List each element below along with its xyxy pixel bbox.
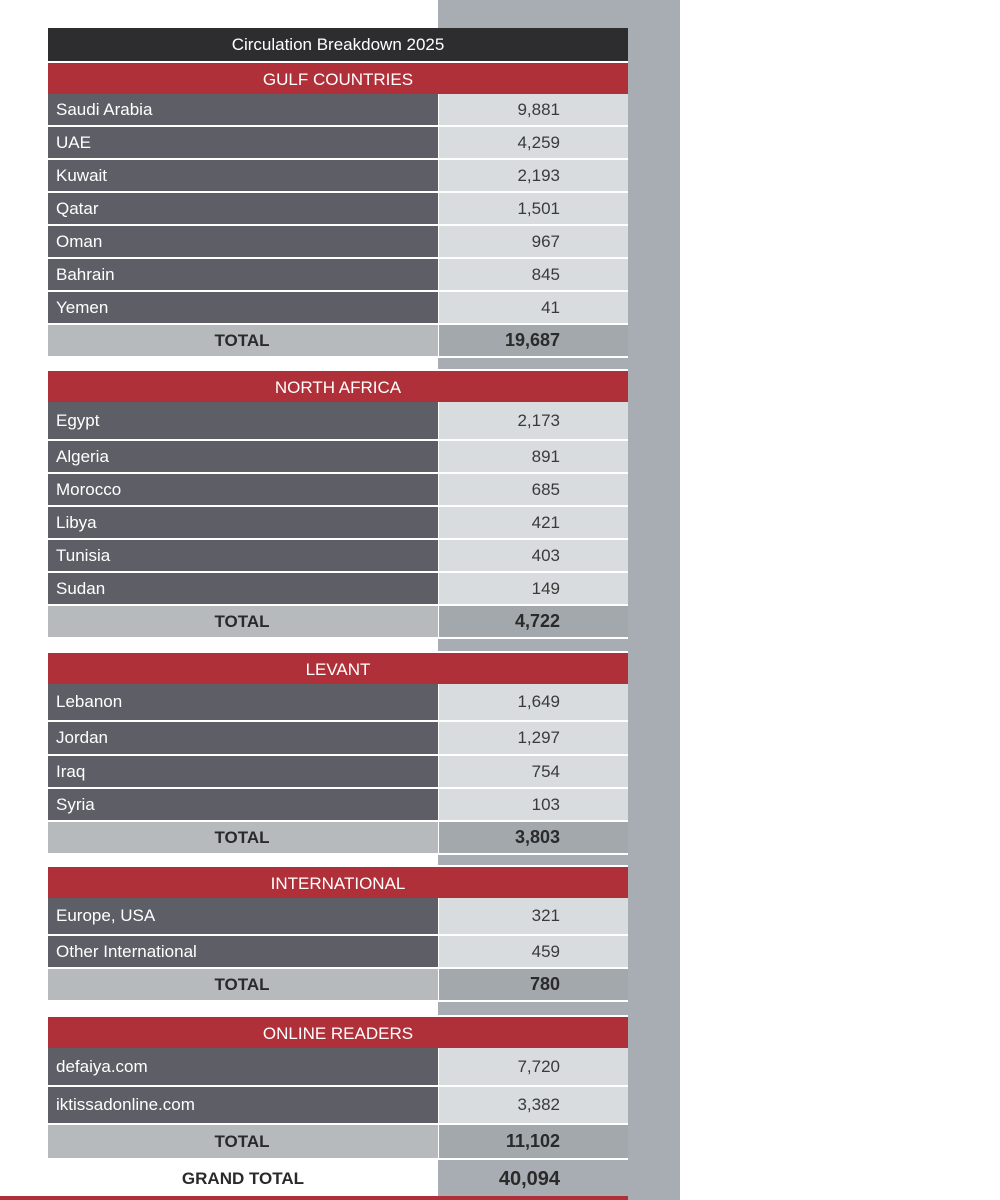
row-country-name: Bahrain [48, 259, 438, 292]
row-country-name: Qatar [48, 193, 438, 226]
table-row [48, 1048, 628, 1087]
total-value: 11,102 [438, 1125, 628, 1160]
grand-total-label: GRAND TOTAL [48, 1161, 438, 1197]
section-heading-online-readers: ONLINE READERS [48, 1015, 628, 1048]
bottom-red-rule [0, 1196, 628, 1200]
row-value: 754 [438, 756, 628, 789]
row-website-name: defaiya.com [48, 1048, 438, 1087]
table-row [48, 94, 628, 127]
row-value: 421 [438, 507, 628, 540]
table-row [48, 402, 628, 441]
table-row [48, 160, 628, 193]
grand-total-row [48, 1161, 628, 1197]
row-value: 685 [438, 474, 628, 507]
row-country-name: Lebanon [48, 684, 438, 722]
table-row [48, 789, 628, 822]
total-label: TOTAL [48, 606, 438, 639]
row-country-name: Yemen [48, 292, 438, 325]
row-country-name: Iraq [48, 756, 438, 789]
table-title: Circulation Breakdown 2025 [48, 28, 628, 61]
table-row [48, 441, 628, 474]
row-value: 1,501 [438, 193, 628, 226]
row-country-name: Syria [48, 789, 438, 822]
grand-total-value: 40,094 [438, 1161, 628, 1197]
row-country-name: Jordan [48, 722, 438, 756]
section-heading-levant: LEVANT [48, 651, 628, 684]
row-value: 7,720 [438, 1048, 628, 1087]
total-label: TOTAL [48, 969, 438, 1002]
row-country-name: Morocco [48, 474, 438, 507]
row-value: 967 [438, 226, 628, 259]
row-value: 891 [438, 441, 628, 474]
row-value: 403 [438, 540, 628, 573]
table-row [48, 127, 628, 160]
total-value: 4,722 [438, 606, 628, 639]
row-country-name: Other International [48, 936, 438, 969]
total-value: 19,687 [438, 325, 628, 358]
row-country-name: Sudan [48, 573, 438, 606]
table-row [48, 507, 628, 540]
table-row [48, 756, 628, 789]
total-value: 3,803 [438, 822, 628, 855]
row-value: 149 [438, 573, 628, 606]
row-value: 459 [438, 936, 628, 969]
total-row [48, 606, 628, 639]
section-heading-international: INTERNATIONAL [48, 865, 628, 898]
total-value: 780 [438, 969, 628, 1002]
total-label: TOTAL [48, 325, 438, 358]
table-row [48, 474, 628, 507]
total-row [48, 969, 628, 1002]
row-country-name: Tunisia [48, 540, 438, 573]
row-value: 2,193 [438, 160, 628, 193]
table-row [48, 259, 628, 292]
table-row [48, 898, 628, 936]
table-row [48, 573, 628, 606]
total-row [48, 1125, 628, 1160]
row-country-name: Libya [48, 507, 438, 540]
row-country-name: Oman [48, 226, 438, 259]
row-value: 3,382 [438, 1087, 628, 1125]
table-row [48, 540, 628, 573]
row-value: 41 [438, 292, 628, 325]
row-value: 4,259 [438, 127, 628, 160]
table-row [48, 936, 628, 969]
section-heading-gulf: GULF COUNTRIES [48, 61, 628, 94]
table-row [48, 722, 628, 756]
table-row [48, 193, 628, 226]
row-country-name: Algeria [48, 441, 438, 474]
row-value: 9,881 [438, 94, 628, 127]
row-value: 321 [438, 898, 628, 936]
row-country-name: Kuwait [48, 160, 438, 193]
row-value: 103 [438, 789, 628, 822]
total-row [48, 325, 628, 358]
row-value: 2,173 [438, 402, 628, 441]
row-country-name: Egypt [48, 402, 438, 441]
row-country-name: Europe, USA [48, 898, 438, 936]
table-row [48, 684, 628, 722]
section-heading-north-africa: NORTH AFRICA [48, 369, 628, 402]
row-value: 1,297 [438, 722, 628, 756]
table-row [48, 1087, 628, 1125]
row-value: 845 [438, 259, 628, 292]
row-country-name: UAE [48, 127, 438, 160]
total-label: TOTAL [48, 822, 438, 855]
row-website-name: iktissadonline.com [48, 1087, 438, 1125]
table-row [48, 292, 628, 325]
total-label: TOTAL [48, 1125, 438, 1160]
table-row [48, 226, 628, 259]
row-value: 1,649 [438, 684, 628, 722]
row-country-name: Saudi Arabia [48, 94, 438, 127]
total-row [48, 822, 628, 855]
